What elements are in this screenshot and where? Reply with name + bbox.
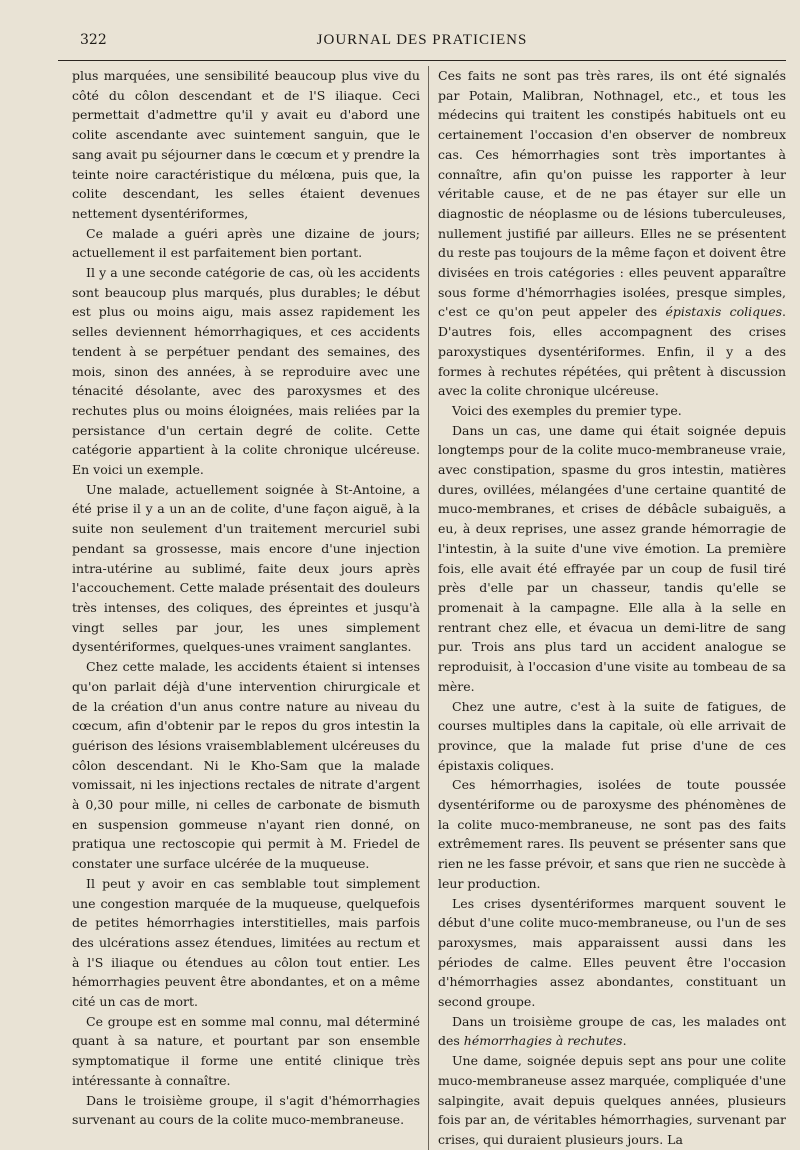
paragraph-text: Dans un troisième groupe de cas, les malades ont des: [438, 1013, 786, 1049]
paragraph: [438, 401, 786, 421]
paragraph: [438, 1012, 786, 1051]
italic-term: épistaxis coliques: [665, 304, 783, 320]
paragraph: Ce groupe est en somme mal connu, mal déterminé quant à sa nature, et pourtant par son ensemble symptomatique il forme une entité clinique très intéressante à connaître.: [72, 1013, 420, 1088]
paragraph: Il y a une seconde catégorie de cas, où les accidents sont beaucoup plus marqués, plus durables; le début est plus ou moins aigu, mais assez rapidement les selles deviennent hémorrhagiques, et ces accidents tendent à se perpétuer pendant des semaines, des mois, sinon des années, à se reproduire avec une ténacité désolante, avec des paroxysmes et des rechutes plus ou moins éloignées, mais reliées par la persistance d'un certain degré de colite. Cette catégorie appartient à la colite chronique ulcéreuse. En voici un exemple.: [72, 265, 420, 478]
paragraph: [438, 775, 786, 893]
running-title: JOURNAL DES PRATICIENS: [316, 32, 528, 48]
left-column: [72, 66, 428, 1150]
page-number: 322: [80, 32, 107, 48]
paragraph-text: Les crises dysentériformes marquent souvent le début d'une colite muco-membraneuse, ou l'un de ses paroxysmes, mais apparaissent aussi dans les périodes de calme. Elles peuvent être l'occasion d'hémorrhagies assez abondantes, constituant un second groupe.: [438, 895, 786, 1010]
paragraph-text: Une dame, soignée depuis sept ans pour une colite muco-membraneuse assez marquée, compliquée d'une salpingite, avait depuis quelques années, plusieurs fois par an, de véritables hémorrhagies, survenant par crises, qui duraient plusieurs jours. La: [438, 1053, 786, 1147]
paragraph: Il peut y avoir en cas semblable tout simplement une congestion marquée de la muqueuse, quelquefois de petites hémorrhagies interstitielles, mais parfois des ulcérations assez étendues, limitées au rectum et à l'S iliaque ou étendues au côlon tout entier. Les hémorrhagies peuvent être abondantes, et on a même cité un cas de mort.: [72, 875, 420, 1010]
italic-term: hémorrhagies à rechutes: [463, 1033, 623, 1049]
paragraph-text: Dans un cas, une dame qui était soignée depuis longtemps pour de la colite muco-membraneuse vraie, avec constipation, spasme du gros intestin, matières dures, ovillées, mélangées d'une certaine quantité de muco-membranes, et crises de débâcle subaiguës, a eu, à deux reprises, une assez grande hémorragie de l'intestin, à la suite d'une vive émotion. La première fois, elle avait été effrayée par un coup de fusil tiré près d'elle par un chasseur, tandis qu'elle se promenait à la campagne. Elle alla à la selle en rentrant chez elle, et évacua un demi-litre de sang pur. Trois ans plus tard un accident analogue se reproduisit, à l'occasion d'une visite au tombeau de sa mère.: [438, 422, 786, 694]
paragraph-text: Ces hémorrhagies, isolées de toute poussée dysentériforme ou de paroxysme des phénomènes de la colite muco-membraneuse, ne sont pas des faits extrêmement rares. Ils peuvent se présenter sans que rien ne les fasse prévoir, et sans que rien ne succède à leur production.: [438, 777, 786, 891]
paragraph: [438, 697, 786, 776]
right-column: [428, 66, 786, 1150]
paragraph: Chez cette malade, les accidents étaient si intenses qu'on parlait déjà d'une intervention chirurgicale et de la création d'un anus contre nature au niveau du cœcum, afin d'obtenir par le repos du gros intestin la guérison des lésions vraisemblablement ulcéreuses du côlon descendant. Ni le Kho-Sam que la malade vomissait, ni les injections rectales de nitrate d'argent à 0,30 pour mille, ni celles de carbonate de bismuth en suspension gommeuse n'ayant rien donné, on pratiqua une rectoscopie qui permit à M. Friedel de constater une surface ulcérée de la muqueuse.: [72, 659, 420, 872]
paragraph: Une malade, actuellement soignée à St-Antoine, a été prise il y a un an de colite, d'une façon aiguë, à la suite non seulement d'un traitement mercuriel subi pendant sa grossesse, mais encore d'une injection intra-utérine au sublimé, faite deux jours après l'accouchement. Cette malade présentait des douleurs très intenses, des coliques, des épreintes et jusqu'à vingt selles par jour, les unes simplement dysentériformes, quelques-unes vraiment sanglantes.: [72, 481, 420, 655]
paragraph: Dans le troisième groupe, il s'agit d'hémorrhagies survenant au cours de la colite muco-membraneuse.: [72, 1092, 420, 1128]
paragraph-text: . D'autres fois, elles accompagnent des crises paroxystiques dysentériformes. Enfin, il y a des formes à rechutes répétées, qui prêtent à discussion avec la colite chronique ulcéreuse.: [438, 304, 786, 399]
paragraph-text: .: [622, 1033, 627, 1049]
paragraph: [438, 1051, 786, 1150]
paragraph-text: Chez une autre, c'est à la suite de fatigues, de courses multiples dans la capitale, où elle arrivait de province, que la malade fut prise d'une de ces épistaxis coliques.: [438, 698, 786, 773]
paragraph: [438, 66, 786, 401]
paragraph: [438, 894, 786, 1012]
paragraph: [438, 421, 786, 697]
page-header: [58, 30, 786, 61]
paragraph-text: Ces faits ne sont pas très rares, ils ont été signalés par Potain, Malibran, Nothnagel, etc., et tous les médecins qui traitent les constipés habituels ont eu certainement l'occasion d'en observer de nombreux cas. Ces hémorrhagies sont très importantes à connaître, afin qu'on puisse les rapporter à leur véritable cause, et de ne pas étayer sur elle un diagnostic de néoplasme ou de lésions tuberculeuses, nullement justifié par ailleurs. Elles ne se présentent du reste pas toujours de la même façon et doivent être divisées en trois catégories : elles peuvent apparaître sous forme d'hémorrhagies isolées, presque simples, c'est ce qu'on peut appeler des: [438, 68, 786, 320]
paragraph-text: Voici des exemples du premier type.: [452, 402, 682, 418]
paragraph: Ce malade a guéri après une dizaine de jours; actuellement il est parfaitement bien portant.: [72, 225, 420, 261]
paragraph: plus marquées, une sensibilité beaucoup plus vive du côté du côlon descendant et de l'S iliaque. Ceci permettait d'admettre qu'il y avait eu d'abord une colite ascendante avec suintement sanguin, que le sang avait pu séjourner dans le cœcum et y prendre la teinte noire caractéristique du mélœna, puis que, la colite descendant, les selles étaient devenues nettement dysentériformes,: [72, 68, 420, 221]
text-columns: [72, 66, 786, 1150]
